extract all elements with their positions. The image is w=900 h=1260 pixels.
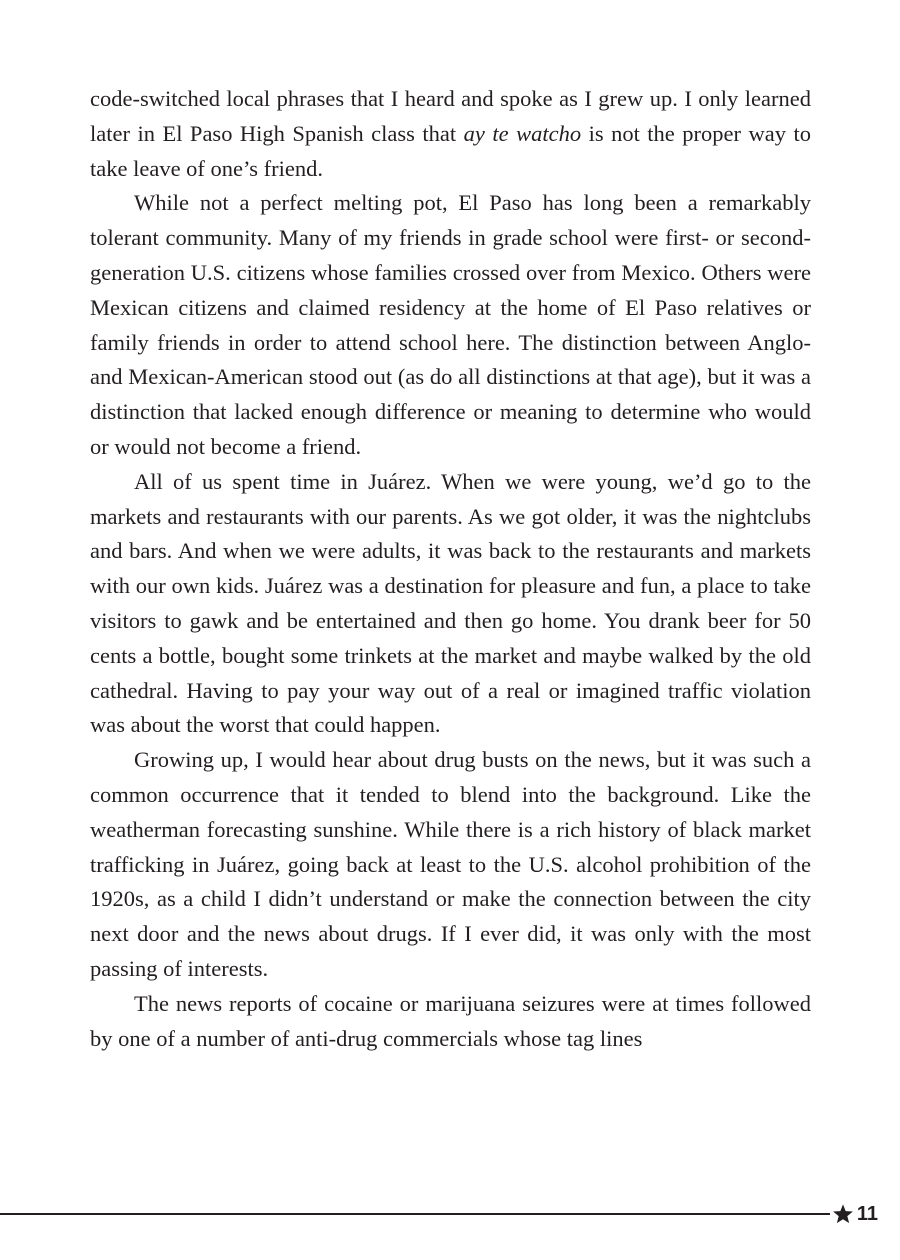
footer-rule [0, 1213, 830, 1215]
paragraph-2: While not a perfect melting pot, El Paso has long been a remarkably tolerant community. Many of my friends in grade school were first- or second-generation U.S. citizens whose families crossed over from Mexico. Others were Mexican citizens and claimed residency at the home of El Paso relatives or family friends in order to attend school here. The distinction between Anglo- and Mexican-American stood out (as do all distinctions at that age), but it was a distinction that lacked enough difference or meaning to determine who would or would not become a friend. [90, 190, 811, 459]
paragraph-1-text-start: code-switched local phrases that I heard and spoke as I grew up. I only learned later in El Paso High Spanish class that [90, 86, 811, 146]
paragraph-1-text-end: is not the proper way to take leave of one’s friend. [90, 120, 811, 181]
paragraph-4: Growing up, I would hear about drug busts on the news, but it was such a common occurrence that it tended to blend into the background. Like the weatherman forecasting sunshine. While there is a rich history of black market trafficking in Juárez, going back at least to the U.S. alcohol prohibition of the 1920s, as a child I didn’t understand or make the connection between the city next door and the news about drugs. If I ever did, it was only with the most passing of interests. [90, 747, 811, 981]
paragraph-3: All of us spent time in Juárez. When we were young, we’d go to the markets and restaurants with our parents. As we got older, it was the nightclubs and bars. And when we were adults, it was back to the restaurants and markets with our own kids. Juárez was a destination for pleasure and fun, a place to take visitors to gawk and be entertained and then go home. You drank beer for 50 cents a bottle, bought some trinkets at the market and maybe walked by the old cathedral. Having to pay your way out of a real or imagined traffic violation was about the worst that could happen. [90, 468, 811, 738]
paragraph-1 [90, 82, 811, 186]
star-icon [832, 1203, 854, 1225]
italic-phrase: ay te watcho [463, 120, 582, 146]
paragraph-5: The news reports of cocaine or marijuana seizures were at times followed by one of a number of anti-drug commercials whose tag lines [90, 990, 811, 1051]
page-folio [832, 1199, 878, 1229]
body-text [90, 82, 811, 1056]
page-number: 11 [856, 1202, 878, 1225]
